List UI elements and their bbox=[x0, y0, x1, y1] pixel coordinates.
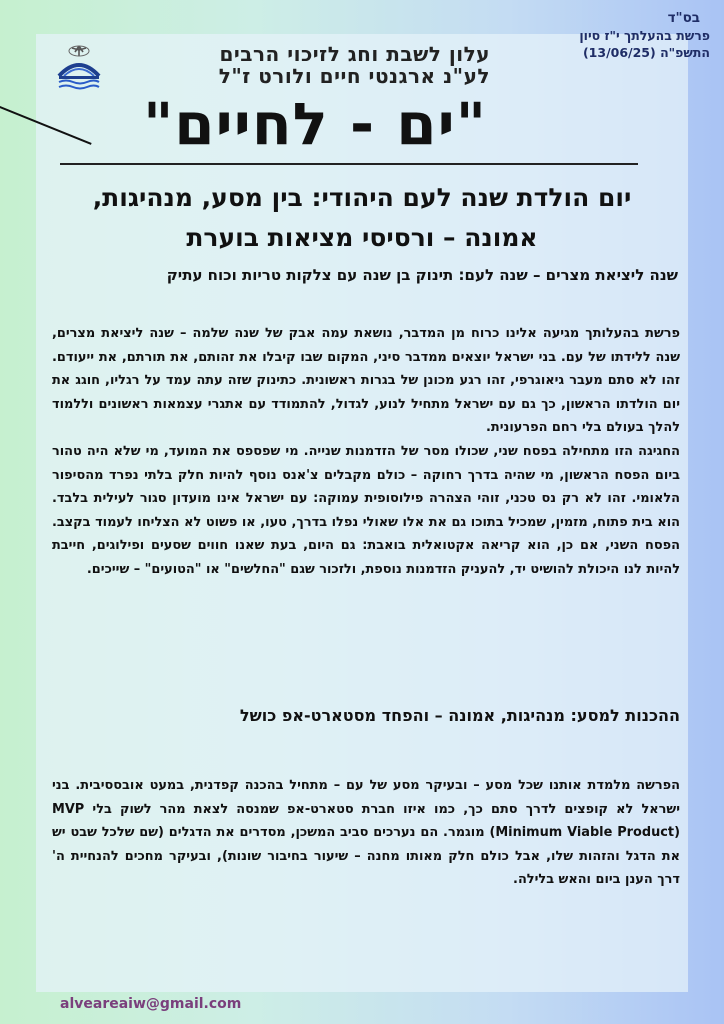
date-label: התשפ"ה (13/06/25) bbox=[582, 45, 710, 60]
article-body-1 bbox=[52, 322, 680, 582]
paragraph-3: הפרשה מלמדת אותנו שכל מסע – ובעיקר מסע של עם – מתחיל בהכנה קפדנית, במעט אובססיבית. בני ישראל לא קופצים לדרך סתם כך, כמו איזו חברת סטארט-אפ שמנסה לצאת מהר לשוק בלי MVP (Minimum Viable Product) מוגמר. הם נערכים סביב המשכן, מסדרים את הדגלים (שם שלכל שבט יש את הדגל והזהות שלו, אבל כולם חלק מאותו מחנה – שיעור בחיבור שונות), ובעיקר מחכים להנחיית ה' דרך הענן ביום והאש בלילה. bbox=[52, 778, 680, 888]
article-subhead: שנה ליציאת מצרים – שנה לעם: תינוק בן שנה עם צלקות טריות וכוח עתיק bbox=[166, 266, 678, 284]
title-divider bbox=[60, 163, 638, 165]
article-body-2 bbox=[52, 774, 680, 892]
paragraph-2: החגיגה הזו מתחילה בפסח שני, שכולו מסר של הזדמנות שנייה. מי שפספס את המועד, מי שלא היה טהור ביום הפסח הראשון, מי שהיה בדרך רחוקה – כולם מקבלים צ'אנס נוסף להיות חלק בלתי נפרד מהסיפור הלאומי. זהו לא רק נס טכני, זוהי הצהרה פילוסופית עמוקה: עם ישראל אינו מועדון סגור לעילית בלבד. הוא בית פתוח, מזמין, שמכיל בתוכו גם את אלו שאולי נפלו בדרך, טעו, או פשוט לא הצליחו לעמוד בקצב. הפסח השני, אם כן, הוא קריאה אקטואלית בואבת: גם היום, בעת שאנו חווים שסעים ופילוגים, חייבת להיות לנו היכולת להושיט יד, להעניק הזדמנות נוספת, ולזכור שגם "החלשים" או "הטועים" – שייכים. bbox=[52, 443, 680, 577]
date-block bbox=[579, 10, 710, 61]
header-subtitle-2: לע"נ ארגנטי חיים ולורט ז"ל bbox=[218, 64, 490, 88]
article-headline: יום הולדת שנה לעם היהודי: בין מסע, מנהיגות, אמונה – ורסיסי מציאות בוערת bbox=[92, 183, 632, 252]
masthead-title: "ים - לחיים" bbox=[143, 90, 487, 158]
header-subtitle-1: עלון לשבת וחג לזיכוי הרבים bbox=[219, 42, 490, 66]
section-heading: ההכנות למסע: מנהיגות, אמונה – והפחד מסטארט-אפ כושל bbox=[239, 706, 680, 725]
parasha-label: פרשת בהעלתך י"ז סיון bbox=[579, 28, 710, 43]
contact-email[interactable]: alveareaiw@gmail.com bbox=[60, 996, 242, 1012]
bsd-label: בס"ד bbox=[667, 10, 700, 26]
paragraph-1: פרשת בהעלותך מגיעה אלינו כרוח מן המדבר, נושאת עמה אבק של שנה שלמה – שנה ליציאת מצרים, שנה ללידתו של עם. בני ישראל יוצאים ממדבר סיני, המקום שבו קיבלו את זהותם, את תורתם, את ייעודם. זהו לא סתם מעבר גיאוגרפי, זהו רגע מכונן של בגרות ראשונית. כתינוק שזה עתה עמד על רגליו, חוגג את יום הולדתו הראשון, כך גם עם ישראל מתחיל לנוע, לגדול, להתמודד עם אתגרי עצמאות ראשונים וללמוד להלך בעולם בלי רחם הפרעונית. bbox=[52, 326, 680, 436]
logo-icon bbox=[54, 42, 104, 92]
